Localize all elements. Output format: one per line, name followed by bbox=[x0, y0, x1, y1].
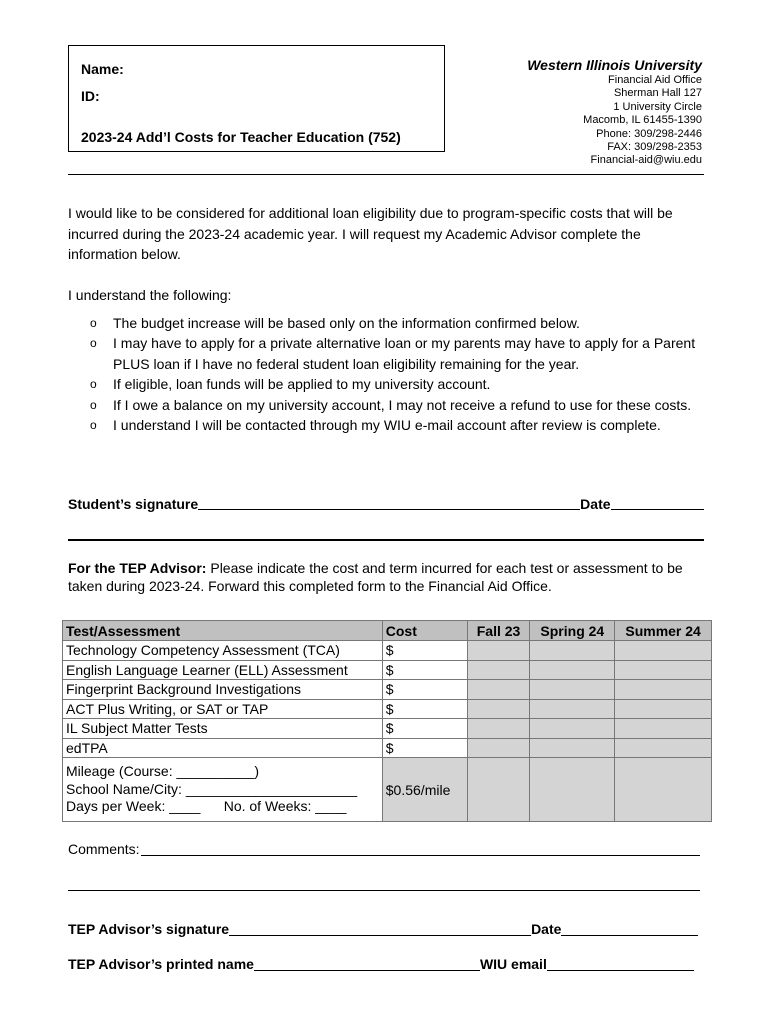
fall-cell[interactable] bbox=[467, 738, 530, 758]
summer-cell[interactable] bbox=[615, 758, 712, 822]
cost-cell[interactable]: $ bbox=[382, 738, 467, 758]
test-name: edTPA bbox=[63, 738, 383, 758]
summer-cell[interactable] bbox=[615, 738, 712, 758]
mileage-details[interactable] bbox=[63, 758, 383, 822]
test-name: Fingerprint Background Investigations bbox=[63, 680, 383, 700]
office-line: FAX: 309/298-2353 bbox=[607, 141, 702, 154]
col-header-spring: Spring 24 bbox=[530, 621, 615, 641]
comments-label: Comments: bbox=[68, 841, 140, 857]
spring-cell[interactable] bbox=[530, 738, 615, 758]
test-name: IL Subject Matter Tests bbox=[63, 719, 383, 739]
spring-cell[interactable] bbox=[530, 719, 615, 739]
student-date-label: Date bbox=[580, 496, 611, 512]
student-info-box bbox=[68, 45, 445, 152]
fall-cell[interactable] bbox=[467, 680, 530, 700]
bullet-icon: o bbox=[90, 377, 97, 392]
office-line: Sherman Hall 127 bbox=[613, 87, 702, 100]
summer-cell[interactable] bbox=[615, 660, 712, 680]
office-email: Financial-aid@wiu.edu bbox=[590, 154, 702, 167]
name-label: Name: bbox=[81, 61, 124, 77]
advisor-date-field[interactable] bbox=[561, 921, 698, 936]
spring-cell[interactable] bbox=[530, 699, 615, 719]
office-line: Financial Aid Office bbox=[608, 74, 702, 86]
office-line: 1 University Circle bbox=[613, 100, 702, 113]
comments-field-continued[interactable] bbox=[68, 890, 700, 891]
intro-paragraph: I would like to be considered for additional loan eligibility due to program-specific costs that will be incurred during the 2023-24 academic year. I will request my Academic Advisor complete the information below. bbox=[68, 205, 673, 262]
office-line: Phone: 309/298-2446 bbox=[596, 127, 702, 140]
spring-cell[interactable] bbox=[530, 660, 615, 680]
tep-instructions-text: Please indicate the cost and term incurred for each test or assessment to be taken during 2023-24. Forward this completed form to the Financial Aid Office. bbox=[68, 560, 683, 594]
fall-cell[interactable] bbox=[467, 641, 530, 661]
office-address bbox=[527, 56, 702, 168]
mileage-days: Days per Week: ____ No. of Weeks: ____ bbox=[66, 798, 347, 815]
fall-cell[interactable] bbox=[467, 719, 530, 739]
spring-cell[interactable] bbox=[530, 680, 615, 700]
advisor-date-label: Date bbox=[531, 921, 562, 937]
cost-cell[interactable]: $ bbox=[382, 699, 467, 719]
col-header-summer: Summer 24 bbox=[615, 621, 712, 641]
col-header-test: Test/Assessment bbox=[63, 621, 383, 641]
summer-cell[interactable] bbox=[615, 680, 712, 700]
section-divider bbox=[68, 539, 704, 541]
fall-cell[interactable] bbox=[467, 699, 530, 719]
table-row bbox=[63, 680, 712, 700]
list-item: o If I owe a balance on my university account, I may not receive a refund to use for these costs. bbox=[90, 395, 700, 415]
tep-instructions bbox=[68, 560, 708, 595]
student-signature-row bbox=[68, 496, 704, 512]
fall-cell[interactable] bbox=[467, 660, 530, 680]
list-item: o I may have to apply for a private alternative loan or my parents may have to apply for a Parent PLUS loan if I have no federal student loan eligibility remaining for the year. bbox=[90, 335, 696, 372]
summer-cell[interactable] bbox=[615, 699, 712, 719]
fall-cell[interactable] bbox=[467, 758, 530, 822]
test-name: Technology Competency Assessment (TCA) bbox=[63, 641, 383, 661]
spring-cell[interactable] bbox=[530, 758, 615, 822]
bullet-icon: o bbox=[90, 418, 97, 433]
comments-field[interactable] bbox=[141, 841, 700, 856]
bullet-icon: o bbox=[90, 336, 97, 351]
spring-cell[interactable] bbox=[530, 641, 615, 661]
bullet-icon: o bbox=[90, 397, 97, 412]
list-item: o If eligible, loan funds will be applied to my university account. bbox=[90, 374, 700, 394]
col-header-fall: Fall 23 bbox=[467, 621, 530, 641]
cost-cell[interactable]: $ bbox=[382, 641, 467, 661]
col-header-cost: Cost bbox=[382, 621, 467, 641]
header-divider bbox=[200, 174, 704, 175]
advisor-signature-field[interactable] bbox=[229, 921, 531, 936]
university-name: Western Illinois University bbox=[527, 57, 702, 73]
student-signature-field[interactable] bbox=[198, 496, 580, 510]
advisor-printed-name-field[interactable] bbox=[254, 956, 480, 971]
mileage-school: School Name/City: ______________________ bbox=[66, 780, 358, 797]
summer-cell[interactable] bbox=[615, 641, 712, 661]
advisor-printed-name-label: TEP Advisor’s printed name bbox=[68, 956, 254, 972]
table-header-row bbox=[63, 621, 712, 641]
mileage-row bbox=[63, 758, 712, 822]
list-item: o I understand I will be contacted through my WIU e-mail account after review is complete. bbox=[90, 415, 700, 435]
office-line: Macomb, IL 61455-1390 bbox=[583, 114, 702, 127]
table-row bbox=[63, 719, 712, 739]
mileage-rate: $0.56/mile bbox=[382, 758, 467, 822]
cost-cell[interactable]: $ bbox=[382, 680, 467, 700]
student-signature-label: Student’s signature bbox=[68, 496, 199, 512]
advisor-email-field[interactable] bbox=[547, 956, 694, 971]
advisor-signature-label: TEP Advisor’s signature bbox=[68, 921, 230, 937]
table-row bbox=[63, 660, 712, 680]
cost-cell[interactable]: $ bbox=[382, 719, 467, 739]
advisor-name-row bbox=[68, 956, 694, 972]
form-title: 2023-24 Add’l Costs for Teacher Education (752) bbox=[81, 129, 401, 145]
acknowledgement-list bbox=[90, 313, 700, 435]
tep-lead: For the TEP Advisor: bbox=[68, 560, 207, 576]
table-row bbox=[63, 738, 712, 758]
table-row bbox=[63, 699, 712, 719]
bullet-icon: o bbox=[90, 316, 97, 330]
mileage-course: Mileage (Course: __________) bbox=[66, 763, 260, 780]
advisor-signature-row bbox=[68, 921, 698, 937]
summer-cell[interactable] bbox=[615, 719, 712, 739]
advisor-email-label: WIU email bbox=[479, 956, 547, 972]
test-name: ACT Plus Writing, or SAT or TAP bbox=[63, 699, 383, 719]
table-row bbox=[63, 641, 712, 661]
list-item: o The budget increase will be based only on the information confirmed below. bbox=[90, 313, 700, 333]
understand-heading: I understand the following: bbox=[68, 287, 232, 303]
header-divider bbox=[68, 174, 200, 175]
cost-cell[interactable]: $ bbox=[382, 660, 467, 680]
test-name: English Language Learner (ELL) Assessment bbox=[63, 660, 383, 680]
student-date-field[interactable] bbox=[611, 496, 704, 510]
cost-table bbox=[62, 620, 712, 822]
id-label: ID: bbox=[81, 88, 100, 104]
comments-row bbox=[68, 841, 700, 857]
